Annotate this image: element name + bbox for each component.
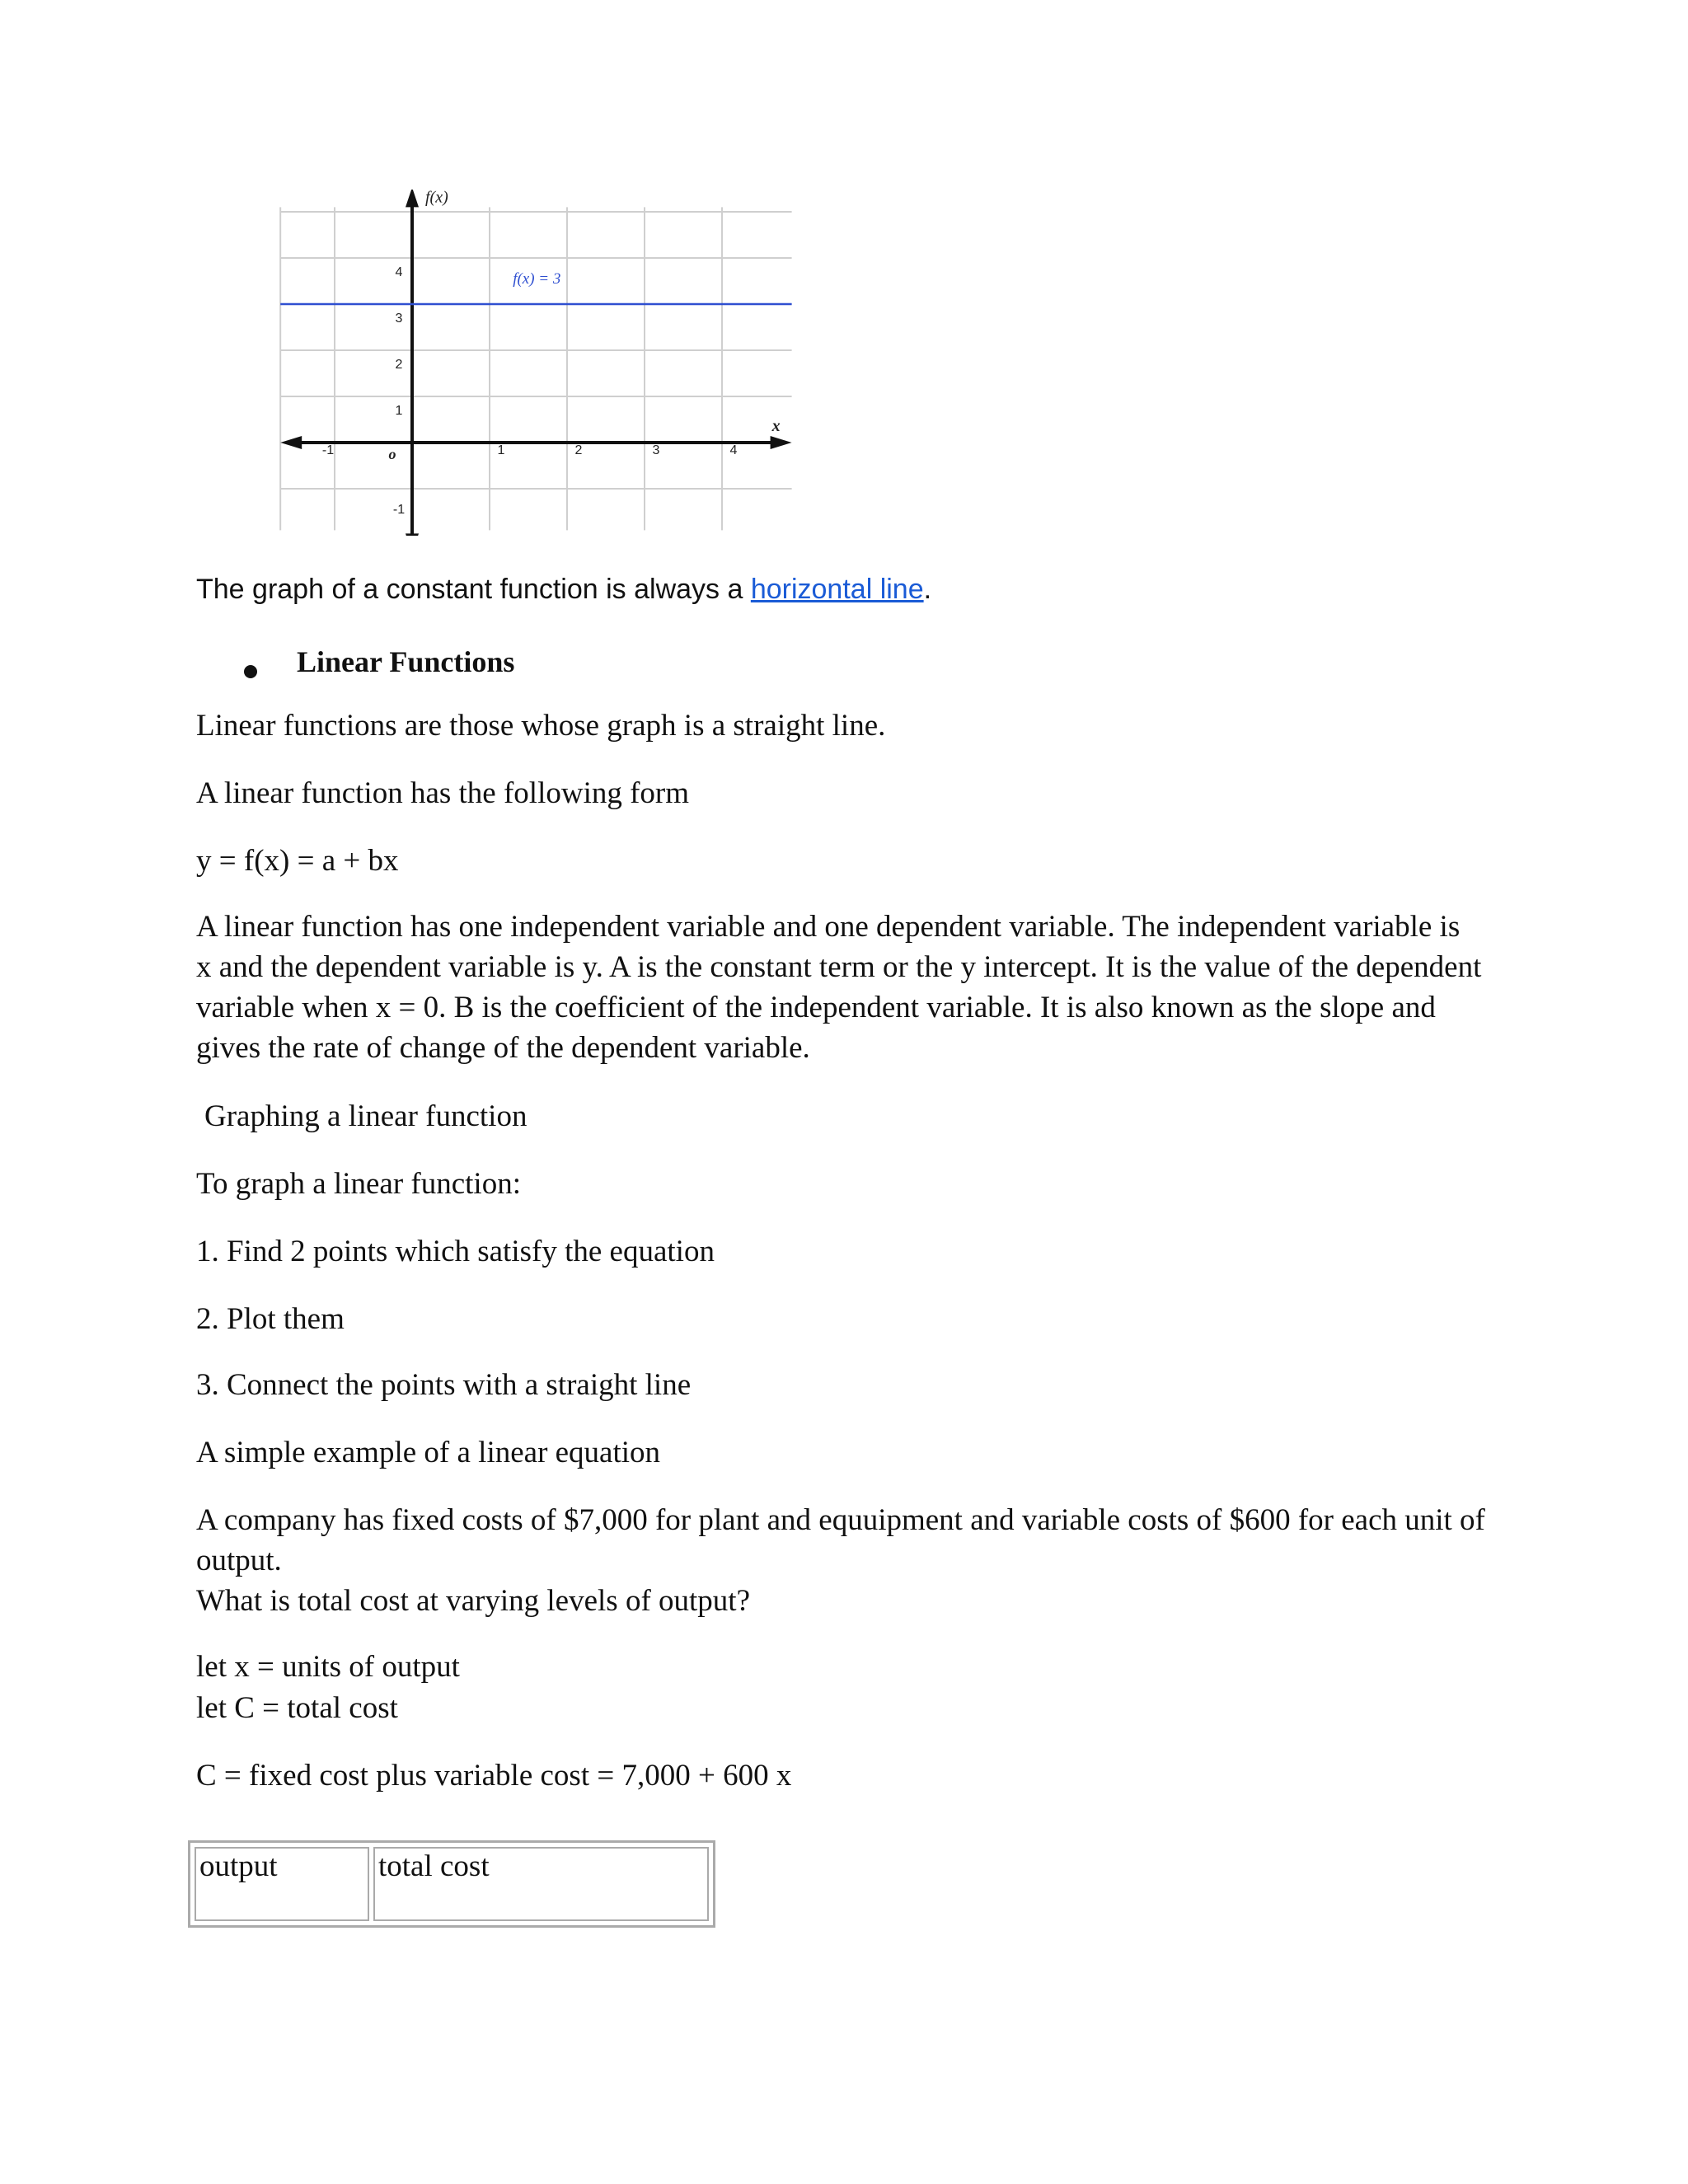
y-tick-label: 2 [395,358,403,372]
linear-formula: y = f(x) = a + bx [196,844,399,878]
cost-equation: C = fixed cost plus variable cost = 7,000 + 600 x [196,1759,792,1793]
graph-labels [425,190,781,435]
y-axis-down-arrow-icon [406,533,419,536]
subheading-graphing: Graphing a linear function [204,1099,528,1133]
y-axis-label: f(x) [425,190,448,207]
let-x-definition: let x = units of output [196,1650,460,1684]
y-tick-label: 1 [395,404,403,418]
constant-function-graph [247,190,808,536]
paragraph-linear-definition: Linear functions are those whose graph is a straight line. [196,709,886,743]
table-header-output: output [195,1847,369,1921]
paragraph-form-intro: A linear function has the following form [196,776,690,810]
x-axis-right-arrow-icon [771,436,792,449]
paragraph-example-intro: A simple example of a linear equation [196,1436,661,1469]
step-1: 1. Find 2 points which satisfy the equation [196,1235,715,1268]
x-tick-label: 1 [497,443,505,457]
x-axis-left-arrow-icon [280,436,302,449]
series-annotation: f(x) = 3 [513,269,561,288]
let-c-definition: let C = total cost [196,1691,398,1725]
paragraph-company-costs: A company has fixed costs of $7,000 for plant and equuipment and variable costs of $600 for each unit of output. [196,1503,1485,1577]
y-axis-up-arrow-icon [406,190,419,207]
x-tick-label: 3 [652,443,660,457]
step-3: 3. Connect the points with a straight line [196,1368,692,1402]
table-header-total-cost: total cost [373,1847,709,1921]
horizontal-line-link[interactable]: horizontal line [750,574,924,605]
bullet-icon [244,665,257,678]
step-2: 2. Plot them [196,1302,345,1336]
origin-label: o [388,446,396,462]
output-cost-table [188,1840,715,1928]
paragraph-variables: A linear function has one independent variable and one dependent variable. The independent variable is x and the dependent variable is y. A is the constant term or the y intercept. It is the value of the dependent variable when x = 0. B is the coefficient of the independent variable. It is also known as the slope and gives the rate of change of the dependent variable. [196,910,1482,1065]
y-tick-label: -1 [392,503,406,517]
x-tick-label: 4 [729,443,738,457]
y-tick-label: 4 [395,265,403,279]
graph-axes [280,190,791,536]
graph-grid [280,207,791,530]
statement-text: The graph of a constant function is always a [196,574,751,605]
paragraph-to-graph: To graph a linear function: [196,1167,521,1201]
constant-function-statement [196,570,931,608]
section-heading: Linear Functions [297,645,515,678]
x-axis-label: x [771,417,781,435]
x-tick-label: 2 [574,443,583,457]
table-row [195,1847,709,1921]
y-tick-label: 3 [395,312,403,326]
paragraph-question: What is total cost at varying levels of output? [196,1584,750,1618]
x-tick-label: -1 [321,443,335,457]
statement-period: . [923,574,932,605]
